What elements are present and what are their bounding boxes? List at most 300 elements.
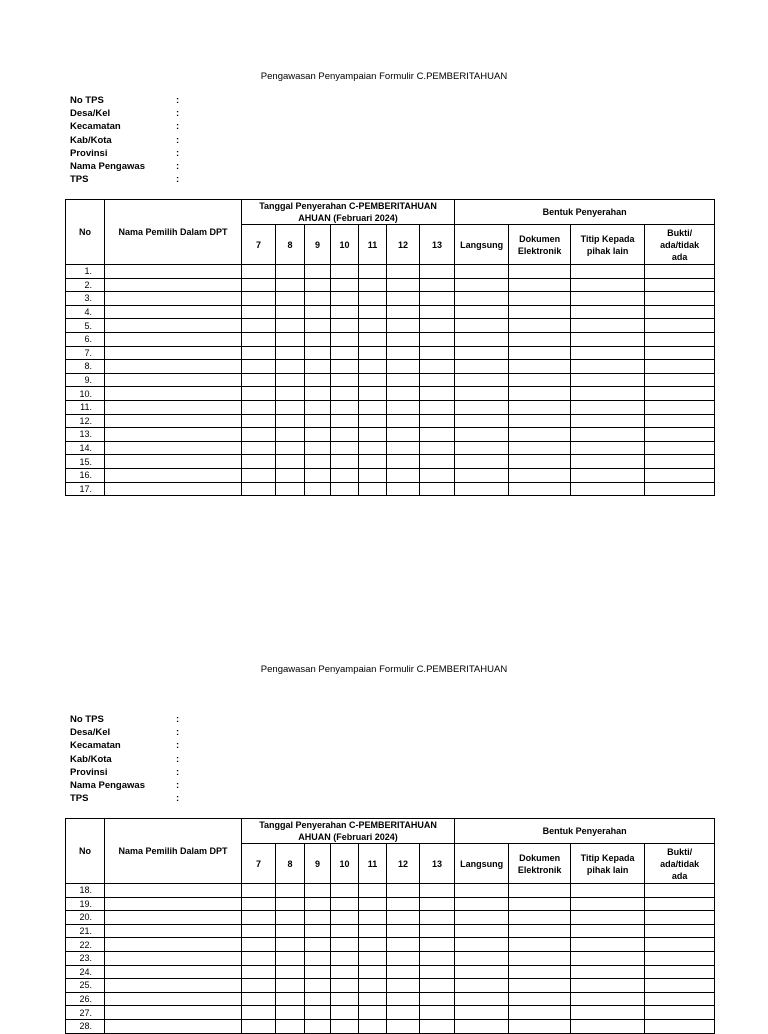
table-cell[interactable] (420, 360, 455, 374)
table-cell[interactable] (509, 468, 571, 482)
table-cell[interactable] (645, 265, 715, 279)
table-cell[interactable] (305, 360, 331, 374)
table-cell[interactable] (571, 965, 645, 979)
table-cell[interactable] (331, 455, 359, 469)
table-cell[interactable] (105, 965, 242, 979)
table-cell[interactable] (645, 1006, 715, 1020)
table-cell[interactable] (359, 979, 387, 993)
table-cell[interactable] (105, 924, 242, 938)
table-cell[interactable] (509, 387, 571, 401)
table-cell[interactable] (276, 305, 305, 319)
table-cell[interactable] (571, 951, 645, 965)
table-cell[interactable] (242, 292, 276, 306)
table-cell[interactable] (455, 292, 509, 306)
table-cell[interactable] (276, 332, 305, 346)
table-cell[interactable] (455, 468, 509, 482)
table-cell[interactable] (242, 400, 276, 414)
table-cell[interactable] (455, 1019, 509, 1033)
table-cell[interactable] (242, 346, 276, 360)
table-cell[interactable] (509, 305, 571, 319)
table-cell[interactable] (359, 400, 387, 414)
table-cell[interactable] (331, 278, 359, 292)
table-cell[interactable] (305, 1019, 331, 1033)
table-cell[interactable] (509, 1006, 571, 1020)
table-cell[interactable] (645, 897, 715, 911)
table-cell[interactable] (420, 373, 455, 387)
table-cell[interactable] (455, 441, 509, 455)
table-cell[interactable] (105, 979, 242, 993)
table-cell[interactable] (420, 455, 455, 469)
table-cell[interactable] (105, 951, 242, 965)
table-cell[interactable] (387, 265, 420, 279)
table-cell[interactable] (571, 482, 645, 496)
table-cell[interactable] (387, 400, 420, 414)
table-cell[interactable] (305, 278, 331, 292)
table-cell[interactable] (305, 305, 331, 319)
table-cell[interactable] (420, 468, 455, 482)
table-cell[interactable] (645, 319, 715, 333)
table-cell[interactable] (105, 278, 242, 292)
table-cell[interactable] (242, 387, 276, 401)
table-cell[interactable] (571, 924, 645, 938)
table-cell[interactable] (359, 332, 387, 346)
table-cell[interactable] (105, 441, 242, 455)
table-cell[interactable] (455, 455, 509, 469)
table-cell[interactable] (509, 441, 571, 455)
table-cell[interactable] (420, 965, 455, 979)
table-cell[interactable] (105, 897, 242, 911)
table-cell[interactable] (387, 1019, 420, 1033)
table-cell[interactable] (571, 938, 645, 952)
table-cell[interactable] (359, 1006, 387, 1020)
table-cell[interactable] (387, 468, 420, 482)
table-cell[interactable] (509, 373, 571, 387)
table-cell[interactable] (455, 911, 509, 925)
table-cell[interactable] (359, 360, 387, 374)
table-cell[interactable] (420, 979, 455, 993)
table-cell[interactable] (645, 292, 715, 306)
table-cell[interactable] (387, 884, 420, 898)
table-cell[interactable] (242, 884, 276, 898)
table-cell[interactable] (305, 884, 331, 898)
table-cell[interactable] (331, 992, 359, 1006)
table-cell[interactable] (359, 992, 387, 1006)
table-cell[interactable] (455, 265, 509, 279)
table-cell[interactable] (455, 360, 509, 374)
table-cell[interactable] (387, 482, 420, 496)
table-cell[interactable] (571, 387, 645, 401)
table-cell[interactable] (276, 346, 305, 360)
table-cell[interactable] (359, 468, 387, 482)
table-cell[interactable] (571, 360, 645, 374)
table-cell[interactable] (645, 468, 715, 482)
table-cell[interactable] (420, 1019, 455, 1033)
table-cell[interactable] (359, 884, 387, 898)
table-cell[interactable] (242, 482, 276, 496)
table-cell[interactable] (305, 468, 331, 482)
table-cell[interactable] (242, 319, 276, 333)
table-cell[interactable] (387, 1006, 420, 1020)
table-cell[interactable] (105, 346, 242, 360)
table-cell[interactable] (242, 965, 276, 979)
table-cell[interactable] (305, 414, 331, 428)
table-cell[interactable] (387, 951, 420, 965)
table-cell[interactable] (387, 897, 420, 911)
table-cell[interactable] (276, 455, 305, 469)
table-cell[interactable] (571, 305, 645, 319)
table-cell[interactable] (242, 360, 276, 374)
table-cell[interactable] (509, 265, 571, 279)
table-cell[interactable] (105, 373, 242, 387)
table-cell[interactable] (645, 360, 715, 374)
table-cell[interactable] (242, 441, 276, 455)
table-cell[interactable] (105, 884, 242, 898)
table-cell[interactable] (455, 278, 509, 292)
table-cell[interactable] (571, 992, 645, 1006)
table-cell[interactable] (276, 951, 305, 965)
table-cell[interactable] (105, 992, 242, 1006)
table-cell[interactable] (305, 373, 331, 387)
table-cell[interactable] (305, 387, 331, 401)
table-cell[interactable] (359, 319, 387, 333)
table-cell[interactable] (359, 292, 387, 306)
table-cell[interactable] (276, 482, 305, 496)
table-cell[interactable] (420, 292, 455, 306)
table-cell[interactable] (571, 428, 645, 442)
table-cell[interactable] (359, 924, 387, 938)
table-cell[interactable] (242, 305, 276, 319)
table-cell[interactable] (305, 897, 331, 911)
table-cell[interactable] (509, 897, 571, 911)
table-cell[interactable] (645, 346, 715, 360)
table-cell[interactable] (359, 346, 387, 360)
table-cell[interactable] (105, 332, 242, 346)
table-cell[interactable] (276, 414, 305, 428)
table-cell[interactable] (242, 455, 276, 469)
table-cell[interactable] (331, 319, 359, 333)
table-cell[interactable] (420, 428, 455, 442)
table-cell[interactable] (387, 292, 420, 306)
table-cell[interactable] (420, 387, 455, 401)
table-cell[interactable] (276, 265, 305, 279)
table-cell[interactable] (645, 428, 715, 442)
table-cell[interactable] (276, 319, 305, 333)
table-cell[interactable] (387, 924, 420, 938)
table-cell[interactable] (387, 414, 420, 428)
table-cell[interactable] (305, 938, 331, 952)
table-cell[interactable] (645, 979, 715, 993)
table-cell[interactable] (509, 951, 571, 965)
table-cell[interactable] (455, 482, 509, 496)
table-cell[interactable] (359, 428, 387, 442)
table-cell[interactable] (455, 979, 509, 993)
table-cell[interactable] (331, 414, 359, 428)
table-cell[interactable] (645, 924, 715, 938)
table-cell[interactable] (509, 924, 571, 938)
table-cell[interactable] (359, 441, 387, 455)
table-cell[interactable] (305, 1006, 331, 1020)
table-cell[interactable] (242, 278, 276, 292)
table-cell[interactable] (276, 1006, 305, 1020)
table-cell[interactable] (645, 332, 715, 346)
table-cell[interactable] (331, 897, 359, 911)
table-cell[interactable] (105, 911, 242, 925)
table-cell[interactable] (455, 992, 509, 1006)
table-cell[interactable] (645, 911, 715, 925)
table-cell[interactable] (509, 1019, 571, 1033)
table-cell[interactable] (455, 400, 509, 414)
table-cell[interactable] (242, 1019, 276, 1033)
table-cell[interactable] (242, 1006, 276, 1020)
table-cell[interactable] (571, 911, 645, 925)
table-cell[interactable] (571, 441, 645, 455)
table-cell[interactable] (645, 938, 715, 952)
table-cell[interactable] (276, 884, 305, 898)
table-cell[interactable] (331, 924, 359, 938)
table-cell[interactable] (571, 400, 645, 414)
table-cell[interactable] (509, 482, 571, 496)
table-cell[interactable] (276, 278, 305, 292)
table-cell[interactable] (305, 482, 331, 496)
table-cell[interactable] (387, 441, 420, 455)
table-cell[interactable] (387, 360, 420, 374)
table-cell[interactable] (331, 1019, 359, 1033)
table-cell[interactable] (331, 400, 359, 414)
table-cell[interactable] (571, 414, 645, 428)
table-cell[interactable] (359, 265, 387, 279)
table-cell[interactable] (387, 332, 420, 346)
table-cell[interactable] (105, 468, 242, 482)
table-cell[interactable] (331, 292, 359, 306)
table-cell[interactable] (276, 911, 305, 925)
table-cell[interactable] (276, 897, 305, 911)
table-cell[interactable] (242, 332, 276, 346)
table-cell[interactable] (645, 387, 715, 401)
table-cell[interactable] (331, 884, 359, 898)
table-cell[interactable] (509, 346, 571, 360)
table-cell[interactable] (359, 897, 387, 911)
table-cell[interactable] (455, 428, 509, 442)
table-cell[interactable] (420, 1006, 455, 1020)
table-cell[interactable] (420, 938, 455, 952)
table-cell[interactable] (276, 373, 305, 387)
table-cell[interactable] (305, 332, 331, 346)
table-cell[interactable] (105, 360, 242, 374)
table-cell[interactable] (105, 292, 242, 306)
table-cell[interactable] (420, 319, 455, 333)
table-cell[interactable] (305, 911, 331, 925)
table-cell[interactable] (455, 884, 509, 898)
table-cell[interactable] (242, 373, 276, 387)
table-cell[interactable] (645, 951, 715, 965)
table-cell[interactable] (455, 965, 509, 979)
table-cell[interactable] (420, 992, 455, 1006)
table-cell[interactable] (387, 346, 420, 360)
table-cell[interactable] (571, 455, 645, 469)
table-cell[interactable] (645, 441, 715, 455)
table-cell[interactable] (455, 373, 509, 387)
table-cell[interactable] (420, 278, 455, 292)
table-cell[interactable] (571, 278, 645, 292)
table-cell[interactable] (645, 305, 715, 319)
table-cell[interactable] (645, 482, 715, 496)
table-cell[interactable] (305, 319, 331, 333)
table-cell[interactable] (455, 387, 509, 401)
table-cell[interactable] (645, 965, 715, 979)
table-cell[interactable] (331, 951, 359, 965)
table-cell[interactable] (509, 965, 571, 979)
table-cell[interactable] (276, 387, 305, 401)
table-cell[interactable] (305, 992, 331, 1006)
table-cell[interactable] (276, 965, 305, 979)
table-cell[interactable] (359, 278, 387, 292)
table-cell[interactable] (645, 278, 715, 292)
table-cell[interactable] (509, 938, 571, 952)
table-cell[interactable] (276, 979, 305, 993)
table-cell[interactable] (305, 924, 331, 938)
table-cell[interactable] (276, 992, 305, 1006)
table-cell[interactable] (455, 1006, 509, 1020)
table-cell[interactable] (105, 387, 242, 401)
table-cell[interactable] (571, 897, 645, 911)
table-cell[interactable] (305, 965, 331, 979)
table-cell[interactable] (331, 911, 359, 925)
table-cell[interactable] (571, 346, 645, 360)
table-cell[interactable] (276, 292, 305, 306)
table-cell[interactable] (242, 924, 276, 938)
table-cell[interactable] (305, 428, 331, 442)
table-cell[interactable] (276, 924, 305, 938)
table-cell[interactable] (331, 346, 359, 360)
table-cell[interactable] (242, 911, 276, 925)
table-cell[interactable] (387, 911, 420, 925)
table-cell[interactable] (645, 1019, 715, 1033)
table-cell[interactable] (420, 924, 455, 938)
table-cell[interactable] (571, 1006, 645, 1020)
table-cell[interactable] (105, 482, 242, 496)
table-cell[interactable] (305, 979, 331, 993)
table-cell[interactable] (359, 482, 387, 496)
table-cell[interactable] (331, 265, 359, 279)
table-cell[interactable] (387, 965, 420, 979)
table-cell[interactable] (242, 468, 276, 482)
table-cell[interactable] (331, 360, 359, 374)
table-cell[interactable] (420, 884, 455, 898)
table-cell[interactable] (331, 441, 359, 455)
table-cell[interactable] (387, 278, 420, 292)
table-cell[interactable] (645, 414, 715, 428)
table-cell[interactable] (455, 332, 509, 346)
table-cell[interactable] (571, 884, 645, 898)
table-cell[interactable] (509, 979, 571, 993)
table-cell[interactable] (331, 938, 359, 952)
table-cell[interactable] (105, 938, 242, 952)
table-cell[interactable] (105, 319, 242, 333)
table-cell[interactable] (455, 924, 509, 938)
table-cell[interactable] (420, 441, 455, 455)
table-cell[interactable] (455, 346, 509, 360)
table-cell[interactable] (420, 346, 455, 360)
table-cell[interactable] (105, 1006, 242, 1020)
table-cell[interactable] (455, 414, 509, 428)
table-cell[interactable] (387, 305, 420, 319)
table-cell[interactable] (105, 305, 242, 319)
table-cell[interactable] (359, 965, 387, 979)
table-cell[interactable] (509, 292, 571, 306)
table-cell[interactable] (571, 1019, 645, 1033)
table-cell[interactable] (305, 346, 331, 360)
table-cell[interactable] (105, 265, 242, 279)
table-cell[interactable] (387, 455, 420, 469)
table-cell[interactable] (305, 441, 331, 455)
table-cell[interactable] (305, 951, 331, 965)
table-cell[interactable] (455, 305, 509, 319)
table-cell[interactable] (105, 1019, 242, 1033)
table-cell[interactable] (331, 373, 359, 387)
table-cell[interactable] (331, 1006, 359, 1020)
table-cell[interactable] (509, 911, 571, 925)
table-cell[interactable] (305, 400, 331, 414)
table-cell[interactable] (420, 332, 455, 346)
table-cell[interactable] (387, 979, 420, 993)
table-cell[interactable] (359, 414, 387, 428)
table-cell[interactable] (387, 387, 420, 401)
table-cell[interactable] (420, 414, 455, 428)
table-cell[interactable] (571, 332, 645, 346)
table-cell[interactable] (242, 951, 276, 965)
table-cell[interactable] (455, 938, 509, 952)
table-cell[interactable] (509, 884, 571, 898)
table-cell[interactable] (276, 360, 305, 374)
table-cell[interactable] (276, 468, 305, 482)
table-cell[interactable] (242, 414, 276, 428)
table-cell[interactable] (645, 992, 715, 1006)
table-cell[interactable] (359, 951, 387, 965)
table-cell[interactable] (331, 387, 359, 401)
table-cell[interactable] (331, 428, 359, 442)
table-cell[interactable] (509, 319, 571, 333)
table-cell[interactable] (571, 292, 645, 306)
table-cell[interactable] (509, 428, 571, 442)
table-cell[interactable] (509, 414, 571, 428)
table-cell[interactable] (387, 428, 420, 442)
table-cell[interactable] (359, 373, 387, 387)
table-cell[interactable] (420, 305, 455, 319)
table-cell[interactable] (455, 319, 509, 333)
table-cell[interactable] (571, 319, 645, 333)
table-cell[interactable] (242, 428, 276, 442)
table-cell[interactable] (331, 332, 359, 346)
table-cell[interactable] (645, 400, 715, 414)
table-cell[interactable] (387, 319, 420, 333)
table-cell[interactable] (645, 373, 715, 387)
table-cell[interactable] (359, 387, 387, 401)
table-cell[interactable] (242, 979, 276, 993)
table-cell[interactable] (420, 951, 455, 965)
table-cell[interactable] (645, 884, 715, 898)
table-cell[interactable] (420, 265, 455, 279)
table-cell[interactable] (420, 400, 455, 414)
table-cell[interactable] (359, 911, 387, 925)
table-cell[interactable] (509, 992, 571, 1006)
table-cell[interactable] (571, 979, 645, 993)
table-cell[interactable] (387, 992, 420, 1006)
table-cell[interactable] (276, 1019, 305, 1033)
table-cell[interactable] (359, 305, 387, 319)
table-cell[interactable] (276, 938, 305, 952)
table-cell[interactable] (359, 455, 387, 469)
table-cell[interactable] (305, 292, 331, 306)
